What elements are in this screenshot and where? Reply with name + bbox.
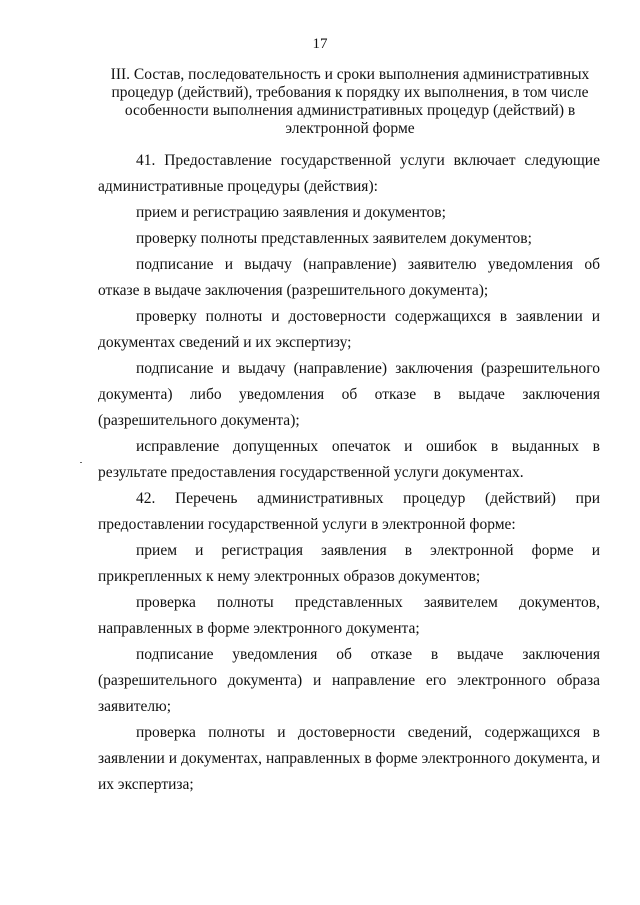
list-item: подписание и выдачу (направление) заявителю уведомления об отказе в выдаче заключения (разрешительного документа); <box>98 256 600 299</box>
list-item: прием и регистрация заявления в электронной форме и прикрепленных к нему электронных образов документов; <box>98 542 600 585</box>
section-title: III. Состав, последовательность и сроки выполнения административных процедур (действий), требования к порядку их выполнения, в том числе особенности выполнения административных процедур (действий) в электронной форме <box>110 66 590 137</box>
list-item: подписание и выдачу (направление) заключения (разрешительного документа) либо уведомления об отказе в выдаче заключения (разрешительного документа); <box>98 360 600 429</box>
list-item: подписание уведомления об отказе в выдаче заключения (разрешительного документа) и направление его электронного образа заявителю; <box>98 646 600 715</box>
list-item: проверка полноты и достоверности сведений, содержащихся в заявлении и документах, направленных в форме электронного документа, и их экспертиза; <box>98 724 600 793</box>
margin-mark <box>80 462 82 463</box>
list-item: проверка полноты представленных заявителем документов, направленных в форме электронного документа; <box>98 594 600 637</box>
list-item: проверку полноты представленных заявителем документов; <box>136 230 532 247</box>
list-item: прием и регистрацию заявления и документов; <box>136 204 446 221</box>
document-body <box>98 148 600 798</box>
list-item: исправление допущенных опечаток и ошибок в выданных в результате предоставления государственной услуги документах. <box>98 438 600 481</box>
list-item: проверку полноты и достоверности содержащихся в заявлении и документах сведений и их экспертизу; <box>98 308 600 351</box>
paragraph-42-intro: 42. Перечень административных процедур (действий) при предоставлении государственной услуги в электронной форме: <box>98 490 600 533</box>
page-number: 17 <box>312 36 328 52</box>
paragraph-41-intro: 41. Предоставление государственной услуги включает следующие административные процедуры (действия): <box>98 152 600 195</box>
